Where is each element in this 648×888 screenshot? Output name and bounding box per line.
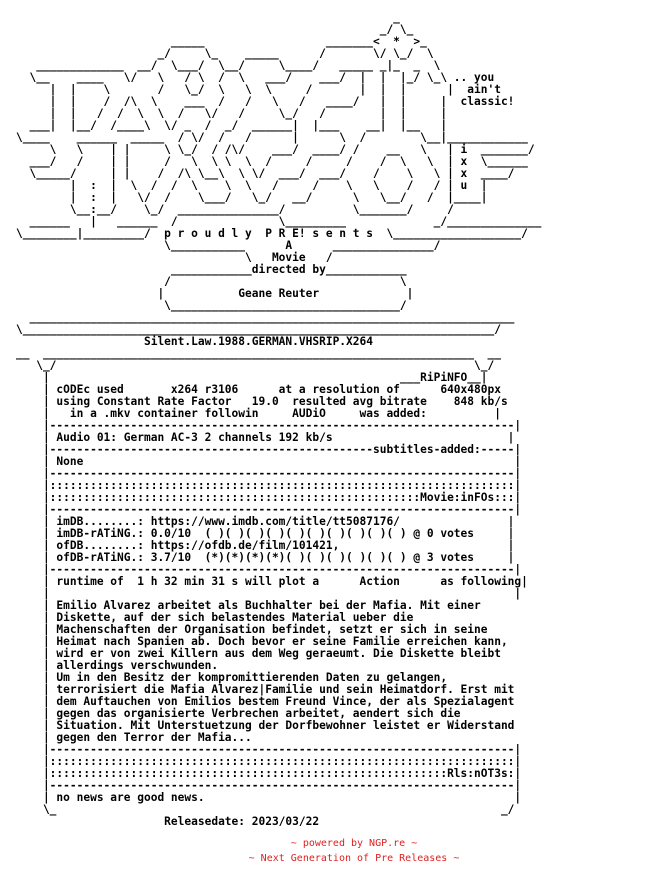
nfo-text: _ _/ \_ _____ _______< * >_ _/ \_ _____ / \/ \_/ \ _____________ __/ \___/ \__/ \____/ _____ _|_ _ \ \__ ____ \/ \ / \ / \ ___/ ___/ | | |_/ \_\ .. you | | \ / \_/ \ \ \ / | | | | ain't | | / /\ \ ___ / / \ / ____/ | | | classic! | | / / \ \ / \/ / \_/ / | | | ___| |__/ /____\ \/ _ / _/ ______| |___ __| |__ | \____ ______ _____ / \/ / / | \ / \__|____________ \ \ | | \ \_/ / /\/ ___/ ____/ / __ \ | i _______/ ___/ / | | / \ \ \ \ / / / / \ \ | x \______ \_____/ | | / /\ \__\ \ \/ ___/ ___/ / \ \ | x ____/ | : | \ / / \ \ \ / / \ \ / / | u | | : | \/ / \___/ \_/ __/ \ \__/ / |____| \__:__/ \_/ _______________/ \_______/ / ______ | ______ / \_________ _/______________ \________|_________/ p r o u d l y P R E! s e n t s \___________________/ \___________ A _______________/ \ Movie / ____________directed by____________ / \ | Geane Reuter | \__________________________________/ ________________________________________________________________________ \______________________________________________________________________/ Silent.Law.1988.GERMAN.VHSRIP.X264 __ ________________________________________________________________ __ \_/ \_/ | ___RiPiNFO__| | cODEc used x264 r3106 at a resolution of 640x480px | using Constant Rate Factor 19.0 resulted avg bitrate 848 kb/s | in a .mkv container followin AUDiO was added: | |---------------------------------------------------------------------| | Audio 01: German AC-3 2 channels 192 kb/s | |------------------------------------------------subtitles-added:-----| | None | |---------------------------------------------------------------------| |:::::::::::::::::::::::::::::::::::::::::::::::::::::::::::::::::::::| |:::::::::::::::::::::::::::::::::::::::::::::::::::::::Movie:inFOs:::| |---------------------------------------------------------------------| | imDB........: https://www.imdb.com/title/tt5087176/ | | imDB-rATiNG.: 0.0/10 ( )( )( )( )( )( )( )( )( )( ) @ 0 votes | | ofDB........: https://ofdb.de/film/101421, | | ofDB-rATiNG.: 3.7/10 (*)(*)(*)(*)( )( )( )( )( )( ) @ 3 votes | |---------------------------------------------------------------------| | runtime of 1 h 32 min 31 s will plot a Action as following| | | | Emilio Alvarez arbeitet als Buchhalter bei der Mafia. Mit einer | Diskette, auf der sich belastendes Material ueber die | Machenschaften der Organisation befindet, setzt er sich in seine | Heimat nach Spanien ab. Doch bevor er seine Familie erreichen kann, | wird er von zwei Killern aus dem Weg geraeumt. Die Diskette bleibt | allerdings verschwunden. | Um in den Besitz der kompromittierenden Daten zu gelangen, | terrorisiert die Mafia Alvarez|Familie und sein Heimatdorf. Erst mit | dem Auftauchen von Emilios bestem Freund Vince, der als Spezialagent | gegen das organisierte Verbrechen arbeitet, aendert sich die | Situation. Mit Unterstuetzung der Dorfbewohner leistet er Widerstand | gegen den Terror der Mafia... |---------------------------------------------------------------------| |:::::::::::::::::::::::::::::::::::::::::::::::::::::::::::::::::::::| |:::::::::::::::::::::::::::::::::::::::::::::::::::::::::::Rls:nOT3s:| |---------------------------------------------------------------------| | no news are good news. | \_ _/ Releasedate: 2023/03/22 [16,11,542,828]
footer-powered-by: ~ powered by NGP.re ~ [290,838,418,849]
footer [0,836,648,866]
footer-tagline: ~ Next Generation of Pre Releases ~ [248,853,460,864]
